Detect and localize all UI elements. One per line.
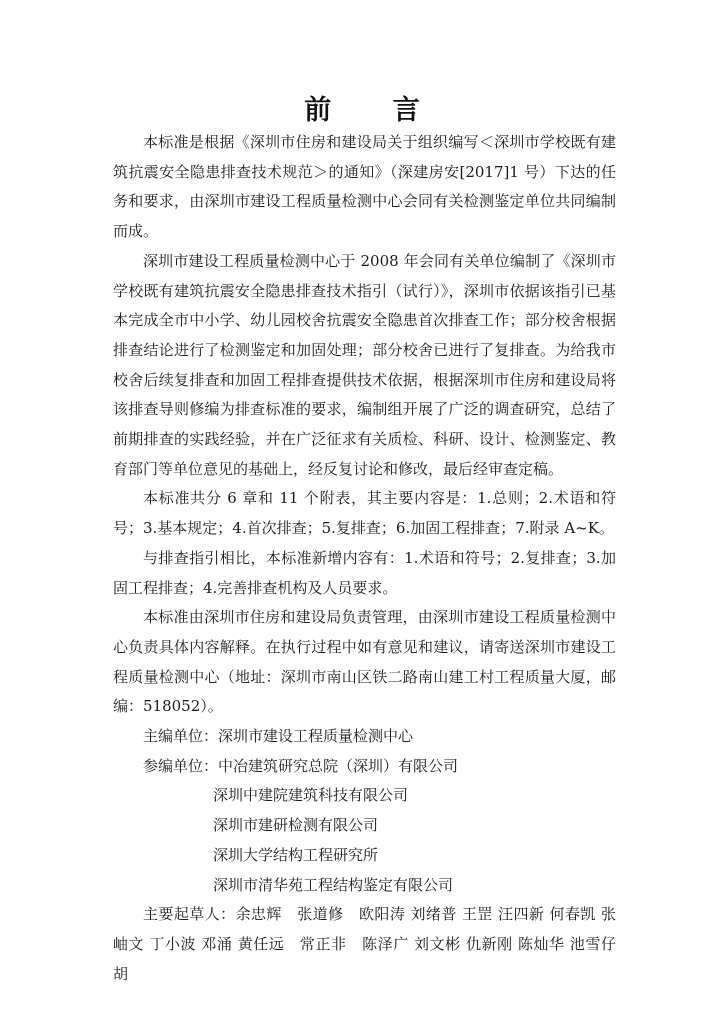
main-drafters: 主要起草人：余忠辉 张道修 欧阳涛 刘绪普 王罡 汪四新 何春凯 张岫文 丁小波 邓涌 黄任远 常正非 陈泽广 刘文彬 仇新刚 陈灿华 池雪仔 胡 [113, 905, 616, 983]
participating-unit-2: 深圳中建院建筑科技有限公司 [213, 786, 409, 805]
preface-body [113, 128, 616, 989]
participating-unit-5: 深圳市清华苑工程结构鉴定有限公司 [213, 875, 454, 894]
paragraph-basis: 本标准是根据《深圳市住房和建设局关于组织编写＜深圳市学校既有建筑抗震安全隐患排查技术规范＞的通知》（深建房安[2017]1 号）下达的任务和要求，由深圳市建设工程质量检测中心会同有关检测鉴定单位共同编制而成。 [113, 133, 616, 241]
page-title: 前 言 [304, 95, 446, 126]
paragraph-contents: 本标准共分 6 章和 11 个附表，其主要内容是：1.总则；2.术语和符号；3.基本规定；4.首次排查；5.复排查；6.加固工程排查；7.附录 A~K。 [113, 489, 616, 538]
participating-unit-1: 参编单位：中冶建筑研究总院（深圳）有限公司 [143, 756, 459, 775]
participating-unit-3: 深圳市建研检测有限公司 [213, 816, 379, 835]
paragraph-new-content: 与排查指引相比，本标准新增内容有：1.术语和符号；2.复排查；3.加固工程排查；4.完善排查机构及人员要求。 [113, 548, 616, 597]
participating-unit-4: 深圳大学结构工程研究所 [213, 845, 379, 864]
paragraph-management: 本标准由深圳市住房和建设局负责管理，由深圳市建设工程质量检测中心负责具体内容解释。在执行过程中如有意见和建议，请寄送深圳市建设工程质量检测中心（地址：深圳市南山区铁二路南山建工村工程质量大厦，邮编：518052）。 [113, 608, 616, 716]
chief-editor-unit: 主编单位：深圳市建设工程质量检测中心 [143, 727, 414, 746]
paragraph-background: 深圳市建设工程质量检测中心于 2008 年会同有关单位编制了《深圳市学校既有建筑抗震安全隐患排查技术指引（试行）》，深圳市依据该指引已基本完成全市中小学、幼儿园校舍抗震安全隐患首次排查工作；部分校舍根据排查结论进行了检测鉴定和加固处理；部分校舍已进行了复排查。为给我市校舍后续复排查和加固工程排查提供技术依据，根据深圳市住房和建设局将该排查导则修编为排查标准的要求，编制组开展了广泛的调查研究，总结了前期排查的实践经验，并在广泛征求有关质检、科研、设计、检测鉴定、教育部门等单位意见的基础上，经反复讨论和修改，最后经审查定稿。 [113, 251, 616, 478]
